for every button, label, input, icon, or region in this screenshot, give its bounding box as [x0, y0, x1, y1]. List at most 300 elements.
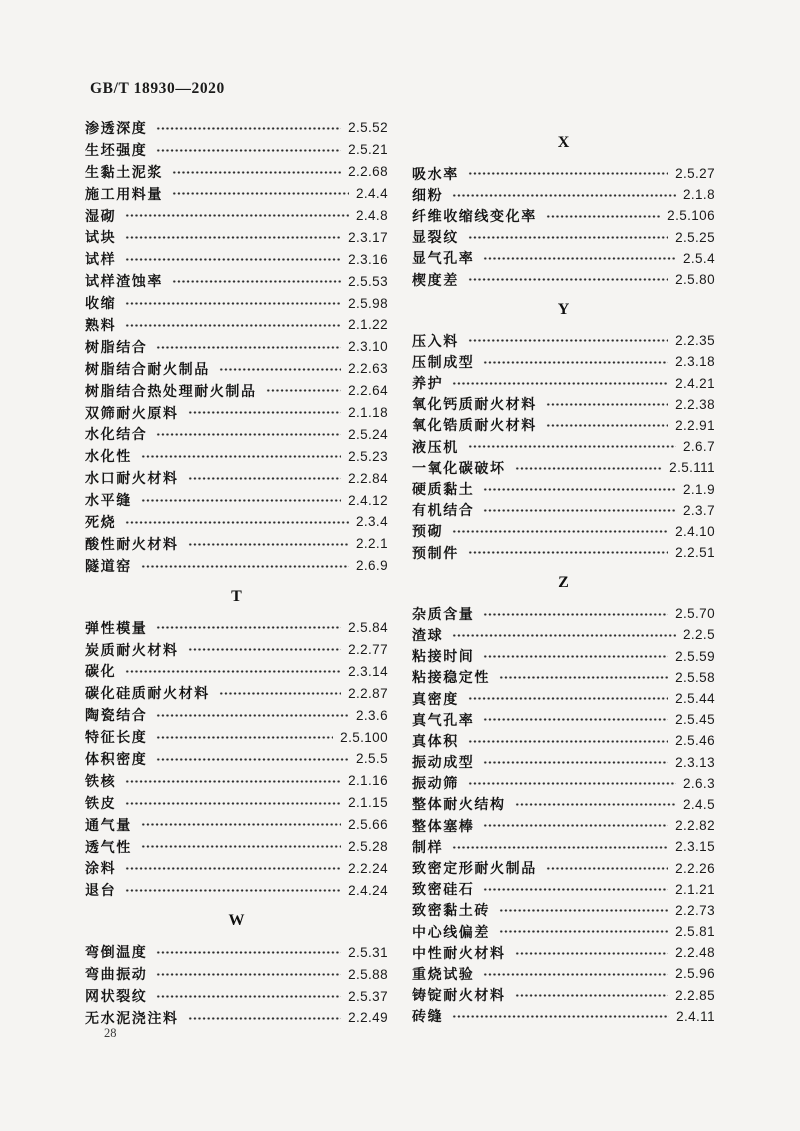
entry-term: 显裂纹 [412, 229, 459, 246]
index-entry [85, 139, 388, 161]
index-entry [412, 205, 715, 226]
index-entry [412, 351, 715, 372]
dot-leader [483, 351, 668, 372]
index-entry [85, 639, 388, 661]
entry-term: 制样 [412, 838, 444, 855]
section-heading-Y: Y [557, 301, 570, 319]
dot-leader [141, 836, 341, 858]
entry-term: 吸水率 [412, 165, 459, 182]
dot-leader [483, 752, 668, 773]
index-entry [412, 963, 715, 984]
dot-leader [499, 921, 668, 942]
dot-leader [125, 292, 341, 314]
index-entry [412, 415, 715, 436]
index-entry [85, 314, 388, 336]
index-entry [412, 942, 715, 963]
entry-term: 铁皮 [85, 794, 117, 811]
dot-leader [156, 748, 349, 770]
dot-leader [125, 248, 341, 270]
index-entry [412, 688, 715, 709]
index-entry [412, 921, 715, 942]
dot-leader [125, 511, 349, 533]
dot-leader [499, 667, 668, 688]
section-heading-Z: Z [558, 574, 569, 592]
dot-leader [125, 770, 341, 792]
dot-leader [188, 467, 341, 489]
entry-term: 炭质耐火材料 [85, 641, 179, 658]
entry-ref: 2.2.73 [675, 902, 715, 918]
entry-ref: 2.1.15 [348, 795, 388, 811]
entry-ref: 2.2.49 [348, 1010, 388, 1026]
index-entry [412, 184, 715, 205]
entry-term: 振动筛 [412, 775, 459, 792]
index-entry [412, 457, 715, 478]
dot-leader [125, 226, 341, 248]
entry-ref: 2.5.5 [355, 751, 388, 767]
index-entry [85, 183, 388, 205]
entry-ref: 2.2.38 [675, 396, 715, 412]
dot-leader [141, 489, 341, 511]
entry-ref: 2.6.9 [355, 558, 388, 574]
entry-term: 铸锭耐火材料 [412, 987, 506, 1004]
dot-leader [141, 555, 349, 577]
entry-term: 双筛耐火原料 [85, 404, 179, 421]
entry-ref: 2.2.63 [348, 361, 388, 377]
entry-term: 液压机 [412, 438, 459, 455]
entry-term: 熟料 [85, 316, 117, 333]
entry-ref: 2.1.22 [348, 317, 388, 333]
dot-leader [188, 402, 341, 424]
index-entry [85, 292, 388, 314]
entry-term: 粘接时间 [412, 648, 475, 665]
entry-ref: 2.5.66 [348, 817, 388, 833]
dot-leader [468, 688, 668, 709]
entry-term: 整体塞棒 [412, 817, 475, 834]
entry-term: 碳化 [85, 663, 117, 680]
entry-ref: 2.5.81 [675, 924, 715, 940]
index-entry [85, 445, 388, 467]
entry-term: 真气孔率 [412, 711, 475, 728]
entry-term: 预砌 [412, 523, 444, 540]
entry-term: 显气孔率 [412, 250, 475, 267]
entry-ref: 2.1.16 [348, 773, 388, 789]
entry-term: 弹性模量 [85, 619, 148, 636]
entry-ref: 2.2.85 [675, 987, 715, 1003]
dot-leader [546, 415, 668, 436]
entry-term: 氧化锆质耐火材料 [412, 417, 537, 434]
entry-term: 纤维收缩线变化率 [412, 207, 537, 224]
entry-ref: 2.2.1 [355, 536, 388, 552]
dot-leader [483, 879, 668, 900]
entry-ref: 2.2.35 [675, 333, 715, 349]
index-entry [85, 770, 388, 792]
dot-leader [125, 314, 341, 336]
dot-leader [452, 184, 676, 205]
entry-term: 隧道窑 [85, 557, 132, 574]
entry-term: 生黏土泥浆 [85, 163, 163, 180]
index-entry [412, 646, 715, 667]
dot-leader [125, 205, 349, 227]
entry-term: 弯曲振动 [85, 966, 148, 983]
index-entry [85, 792, 388, 814]
entry-ref: 2.5.53 [348, 273, 388, 289]
index-entry [85, 380, 388, 402]
entry-ref: 2.2.5 [682, 627, 715, 643]
index-entry [85, 117, 388, 139]
entry-ref: 2.3.18 [675, 354, 715, 370]
entry-ref: 2.5.106 [667, 208, 715, 224]
entry-ref: 2.5.111 [669, 460, 715, 476]
entry-ref: 2.3.17 [348, 229, 388, 245]
dot-leader [156, 423, 341, 445]
entry-ref: 2.5.37 [348, 988, 388, 1004]
entry-ref: 2.5.84 [348, 620, 388, 636]
entry-ref: 2.5.23 [348, 448, 388, 464]
entry-term: 砖缝 [412, 1008, 444, 1025]
dot-leader [125, 879, 341, 901]
entry-ref: 2.5.98 [348, 295, 388, 311]
dot-leader [156, 985, 341, 1007]
entry-ref: 2.4.4 [355, 186, 388, 202]
dot-leader [141, 814, 341, 836]
dot-leader [483, 248, 676, 269]
index-entry [412, 773, 715, 794]
entry-term: 养护 [412, 375, 444, 392]
index-entry [85, 726, 388, 748]
dot-leader [156, 941, 341, 963]
index-entry [412, 752, 715, 773]
entry-ref: 2.5.45 [675, 712, 715, 728]
entry-ref: 2.5.28 [348, 839, 388, 855]
dot-leader [188, 533, 349, 555]
entry-term: 树脂结合耐火制品 [85, 360, 210, 377]
index-entry [85, 836, 388, 858]
entry-ref: 2.4.10 [675, 523, 715, 539]
index-entry [412, 603, 715, 624]
entry-ref: 2.1.21 [675, 881, 715, 897]
dot-leader [546, 394, 668, 415]
index-entry [412, 667, 715, 688]
dot-leader [483, 815, 668, 836]
index-entry [85, 1007, 388, 1029]
entry-ref: 2.5.59 [675, 648, 715, 664]
entry-ref: 2.5.70 [675, 606, 715, 622]
entry-term: 致密定形耐火制品 [412, 860, 537, 877]
entry-term: 透气性 [85, 838, 132, 855]
entry-ref: 2.5.100 [340, 729, 388, 745]
index-entry [85, 205, 388, 227]
entry-ref: 2.3.6 [355, 707, 388, 723]
dot-leader [468, 330, 668, 351]
dot-leader [468, 227, 668, 248]
dot-leader [219, 358, 341, 380]
entry-ref: 2.2.91 [675, 417, 715, 433]
index-entry [412, 836, 715, 857]
entry-term: 通气量 [85, 816, 132, 833]
entry-ref: 2.6.3 [682, 775, 715, 791]
entry-term: 试样 [85, 251, 117, 268]
entry-term: 楔度差 [412, 271, 459, 288]
entry-term: 渣球 [412, 626, 444, 643]
index-entry [412, 624, 715, 645]
entry-ref: 2.4.11 [676, 1008, 715, 1024]
index-entry [412, 857, 715, 878]
entry-ref: 2.5.25 [675, 229, 715, 245]
index-entry [85, 704, 388, 726]
entry-term: 湿砌 [85, 207, 117, 224]
entry-term: 水化性 [85, 448, 132, 465]
entry-term: 致密硅石 [412, 881, 475, 898]
entry-term: 施工用料量 [85, 185, 163, 202]
entry-ref: 2.2.82 [675, 818, 715, 834]
entry-ref: 2.5.27 [675, 166, 715, 182]
entry-term: 退台 [85, 882, 117, 899]
entry-ref: 2.5.46 [675, 733, 715, 749]
index-entry [85, 682, 388, 704]
dot-leader [515, 794, 676, 815]
entry-ref: 2.2.24 [348, 860, 388, 876]
entry-term: 树脂结合 [85, 338, 148, 355]
dot-leader [266, 380, 341, 402]
entry-ref: 2.2.64 [348, 383, 388, 399]
index-entry [412, 521, 715, 542]
dot-leader [483, 646, 668, 667]
index-entry [85, 941, 388, 963]
dot-leader [515, 985, 668, 1006]
entry-term: 网状裂纹 [85, 988, 148, 1004]
entry-term: 水化结合 [85, 426, 148, 443]
entry-term: 细粉 [412, 186, 444, 203]
entry-ref: 2.1.9 [682, 481, 715, 497]
dot-leader [483, 709, 668, 730]
entry-ref: 2.2.77 [348, 642, 388, 658]
dot-leader [125, 660, 341, 682]
entry-term: 弯倒温度 [85, 944, 148, 961]
entry-ref: 2.2.87 [348, 685, 388, 701]
entry-ref: 2.4.12 [348, 492, 388, 508]
entry-term: 压入料 [412, 332, 459, 349]
index-entry [412, 330, 715, 351]
index-entry [412, 900, 715, 921]
dot-leader [515, 457, 663, 478]
dot-leader [156, 117, 341, 139]
entry-term: 有机结合 [412, 502, 475, 519]
entry-term: 杂质含量 [412, 605, 475, 622]
index-entry [412, 478, 715, 499]
entry-term: 体积密度 [85, 750, 148, 767]
entry-ref: 2.5.31 [348, 944, 388, 960]
dot-leader [172, 270, 341, 292]
dot-leader [483, 500, 676, 521]
index-entry [85, 617, 388, 639]
entry-term: 渗透深度 [85, 119, 148, 136]
dot-leader [156, 336, 341, 358]
entry-ref: 2.5.21 [348, 142, 388, 158]
entry-term: 陶瓷结合 [85, 707, 148, 724]
dot-leader [452, 521, 668, 542]
index-entry [85, 748, 388, 770]
index-entry [85, 358, 388, 380]
index-entry [85, 963, 388, 985]
dot-leader [499, 900, 668, 921]
dot-leader [125, 792, 341, 814]
index-entry [85, 814, 388, 836]
entry-ref: 2.4.5 [682, 796, 715, 812]
dot-leader [452, 373, 668, 394]
index-entry [412, 985, 715, 1006]
dot-leader [468, 436, 676, 457]
dot-leader [515, 942, 668, 963]
index-entry [412, 436, 715, 457]
dot-leader [468, 269, 668, 290]
page-number: 28 [104, 1026, 117, 1040]
entry-term: 涂料 [85, 860, 117, 877]
entry-term: 试块 [85, 229, 117, 246]
index-entry [412, 709, 715, 730]
entry-ref: 2.5.80 [675, 272, 715, 288]
entry-term: 生坯强度 [85, 141, 148, 158]
entry-term: 特征长度 [85, 729, 148, 746]
index-entry [85, 879, 388, 901]
entry-ref: 2.4.21 [675, 375, 715, 391]
index-entry [85, 555, 388, 577]
entry-term: 重烧试验 [412, 965, 475, 982]
entry-ref: 2.3.16 [348, 251, 388, 267]
dot-leader [546, 857, 668, 878]
dot-leader [125, 858, 341, 880]
entry-ref: 2.1.8 [682, 187, 715, 203]
entry-ref: 2.5.44 [675, 691, 715, 707]
entry-term: 收缩 [85, 295, 117, 312]
index-entry [412, 730, 715, 751]
entry-ref: 2.3.4 [355, 514, 388, 530]
index-entry [85, 423, 388, 445]
entry-term: 无水泥浇注料 [85, 1009, 179, 1026]
index-entry [85, 985, 388, 1007]
entry-ref: 2.5.96 [675, 966, 715, 982]
entry-term: 水口耐火材料 [85, 470, 179, 487]
entry-ref: 2.5.88 [348, 966, 388, 982]
dot-leader [452, 624, 676, 645]
index-entry [85, 248, 388, 270]
dot-leader [483, 478, 676, 499]
entry-term: 氧化钙质耐火材料 [412, 396, 537, 413]
dot-leader [188, 1007, 341, 1029]
entry-term: 树脂结合热处理耐火制品 [85, 382, 257, 399]
entry-ref: 2.3.10 [348, 339, 388, 355]
index-entry [412, 248, 715, 269]
dot-leader [468, 730, 668, 751]
dot-leader [156, 963, 341, 985]
index-entry [85, 226, 388, 248]
index-entry [412, 394, 715, 415]
entry-ref: 2.3.15 [675, 839, 715, 855]
section-heading-W: W [228, 912, 245, 930]
entry-ref: 2.4.8 [355, 208, 388, 223]
index-column-right [412, 123, 715, 1027]
dot-leader [546, 205, 660, 226]
dot-leader [141, 445, 341, 467]
entry-term: 致密黏土砖 [412, 902, 490, 919]
entry-ref: 2.3.14 [348, 663, 388, 679]
entry-term: 振动成型 [412, 754, 475, 771]
index-entry [412, 227, 715, 248]
dot-leader [219, 682, 341, 704]
dot-leader [468, 542, 668, 563]
dot-leader [156, 726, 333, 748]
entry-term: 真体积 [412, 732, 459, 749]
index-entry [412, 163, 715, 184]
index-entry [412, 500, 715, 521]
section-heading-X: X [557, 134, 570, 151]
index-entry [85, 533, 388, 555]
entry-ref: 2.6.7 [682, 439, 715, 455]
index-entry [85, 402, 388, 424]
index-entry [412, 794, 715, 815]
dot-leader [468, 773, 676, 794]
index-entry [412, 1006, 715, 1027]
entry-ref: 2.1.18 [348, 405, 388, 421]
index-entry [85, 161, 388, 183]
section-heading-T: T [231, 587, 242, 605]
entry-term: 预制件 [412, 544, 459, 561]
dot-leader [452, 1006, 669, 1027]
dot-leader [188, 639, 341, 661]
index-entry [85, 858, 388, 880]
entry-ref: 2.5.24 [348, 426, 388, 442]
entry-ref: 2.2.26 [675, 860, 715, 876]
entry-ref: 2.3.13 [675, 754, 715, 770]
index-entry [412, 879, 715, 900]
index-entry [85, 467, 388, 489]
entry-term: 试样渣蚀率 [85, 273, 163, 290]
entry-ref: 2.2.51 [675, 545, 715, 561]
entry-ref: 2.2.68 [348, 164, 388, 180]
entry-ref: 2.3.7 [682, 502, 715, 518]
dot-leader [483, 603, 668, 624]
entry-term: 铁核 [85, 772, 117, 789]
index-entry [412, 269, 715, 290]
entry-term: 碳化硅质耐火材料 [85, 685, 210, 702]
entry-term: 压制成型 [412, 353, 475, 370]
index-entry [85, 660, 388, 682]
dot-leader [468, 163, 668, 184]
entry-term: 粘接稳定性 [412, 669, 490, 686]
dot-leader [452, 836, 668, 857]
entry-term: 整体耐火结构 [412, 796, 506, 813]
entry-term: 硬质黏土 [412, 481, 475, 498]
entry-term: 酸性耐火材料 [85, 535, 179, 552]
dot-leader [156, 617, 341, 639]
index-entry [412, 542, 715, 563]
index-entry [85, 489, 388, 511]
dot-leader [156, 139, 341, 161]
entry-term: 死烧 [85, 513, 117, 530]
dot-leader [172, 161, 341, 183]
entry-term: 真密度 [412, 690, 459, 707]
dot-leader [156, 704, 349, 726]
entry-ref: 2.5.52 [348, 120, 388, 136]
entry-term: 中心线偏差 [412, 923, 490, 940]
entry-term: 一氧化碳破坏 [412, 459, 506, 476]
entry-ref: 2.5.58 [675, 669, 715, 685]
dot-leader [172, 183, 349, 205]
dot-leader [483, 963, 668, 984]
index-column-left [85, 117, 388, 1029]
index-entry [412, 815, 715, 836]
entry-term: 水平缝 [85, 492, 132, 509]
standard-number-header: GB/T 18930—2020 [90, 80, 225, 97]
